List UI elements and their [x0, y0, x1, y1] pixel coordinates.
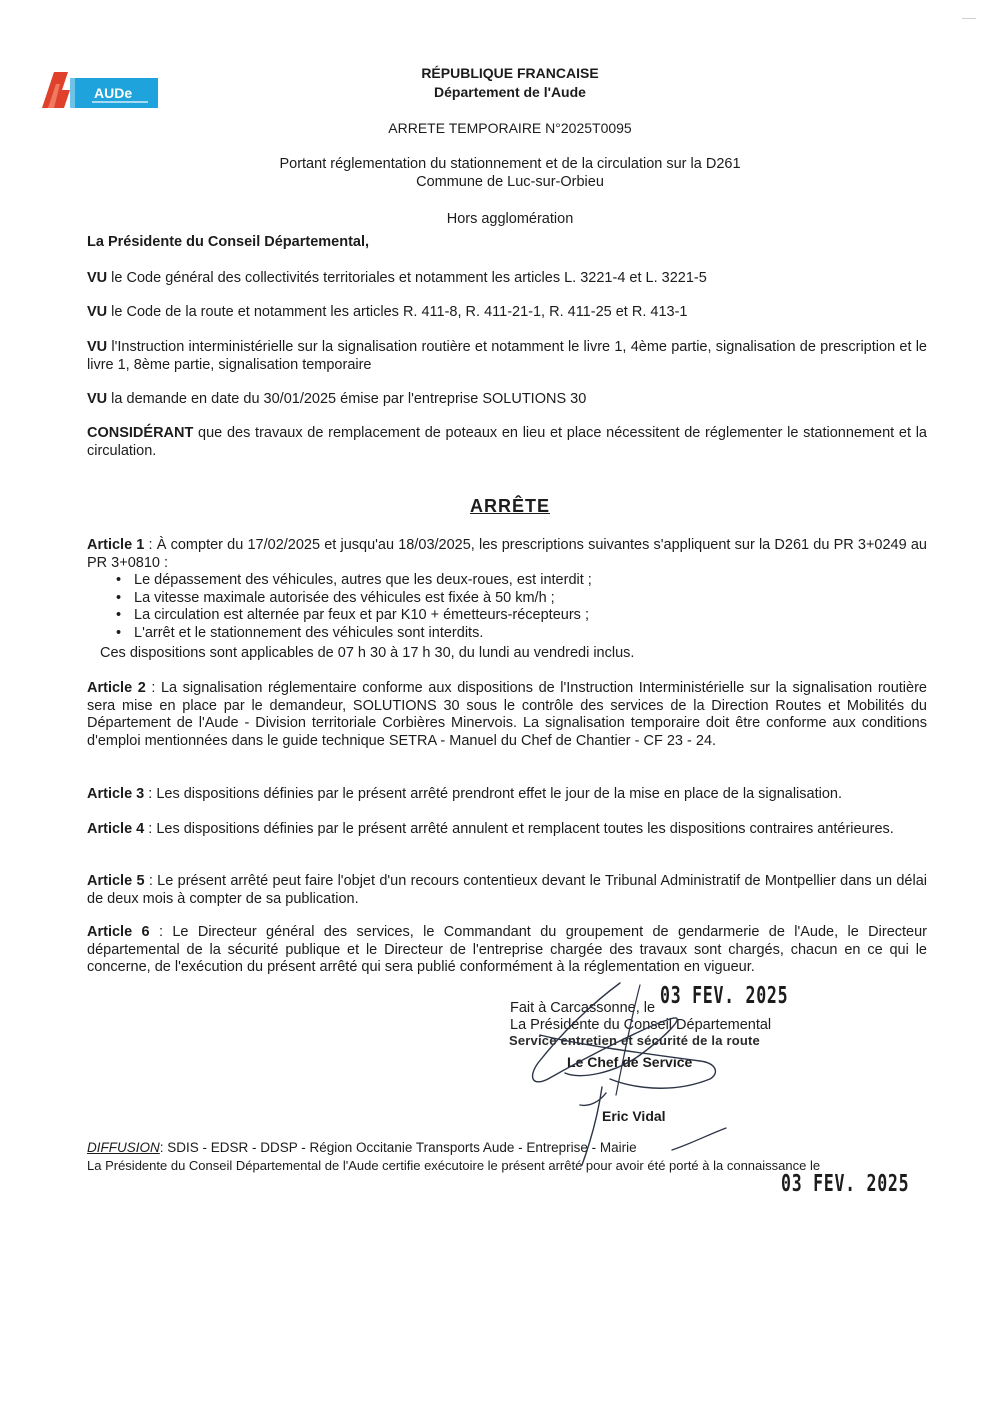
visa-3: VU l'Instruction interministérielle sur la signalisation routière et notamment le livre 1, 4ème partie, signalisation de prescription et le livre 1, 8ème partie, signalisation temporaire: [87, 339, 927, 373]
subject-line-1: Portant réglementation du stationnement et de la circulation sur la D261: [279, 156, 741, 172]
republic-title: RÉPUBLIQUE FRANCAISE: [421, 65, 599, 81]
subject-line-2: Commune de Luc-sur-Orbieu: [416, 174, 604, 190]
visa-4: VU la demande en date du 30/01/2025 émise par l'entreprise SOLUTIONS 30: [87, 391, 587, 407]
signature-role: La Présidente du Conseil Départemental: [510, 1017, 772, 1033]
list-item: • L'arrêt et le stationnement des véhicules sont interdits.: [116, 625, 916, 643]
article-3: Article 3 : Les dispositions définies par le présent arrêté prendront effet le jour de la mise en place de la signalisation.: [87, 786, 842, 802]
list-item: • La vitesse maximale autorisée des véhicules est fixée à 50 km/h ;: [116, 590, 916, 608]
article-4: Article 4 : Les dispositions définies par le présent arrêté annulent et remplacent toutes les dispositions contraires antérieures.: [87, 821, 894, 837]
prescriptions-list: [116, 572, 916, 642]
considerant: CONSIDÉRANT que des travaux de remplacement de poteaux en lieu et place nécessitent de réglementer le stationnement et la circulation.: [87, 425, 927, 459]
article-2: Article 2 : La signalisation réglementaire conforme aux dispositions de l'Instruction Interministérielle sur la signalisation routière sera mise en place par le demandeur, SOLUTIONS 30 sous le contrôle des services de la Direction Routes et Mobilités du Département de l'Aude - Division territoriale Corbières Minervois. La signalisation temporaire doit être conforme aux conditions d'emploi mentionnées dans le guide technique SETRA - Manuel du Chef de Chantier - CF 23 - 24.: [87, 680, 927, 749]
visa-1: VU le Code général des collectivités territoriales et notamment les articles L. 3221-4 et L. 3221-5: [87, 270, 707, 286]
list-item: • Le dépassement des véhicules, autres que les deux-roues, est interdit ;: [116, 572, 916, 590]
chef-stamp: Le Chef de Service: [567, 1054, 693, 1070]
signature-flourish: [670, 1124, 730, 1154]
service-stamp: Service entretien et sécurité de la route: [509, 1033, 760, 1048]
arrete-title: ARRÊTE: [469, 496, 550, 516]
logo-text: AUDe: [94, 85, 133, 101]
schedule-note: Ces dispositions sont applicables de 07 h 30 à 17 h 30, du lundi au vendredi inclus.: [100, 645, 635, 661]
diffusion-line: DIFFUSION: SDIS - EDSR - DDSP - Région Occitanie Transports Aude - Entreprise - Mairie: [87, 1140, 637, 1155]
arrete-number: ARRETE TEMPORAIRE N°2025T0095: [388, 120, 632, 136]
president-line: La Présidente du Conseil Départemental,: [87, 234, 370, 250]
location-note: Hors agglomération: [446, 211, 574, 227]
visa-2: VU le Code de la route et notamment les articles R. 411-8, R. 411-21-1, R. 411-25 et R. 413-1: [87, 304, 688, 320]
article-6: Article 6 : Le Directeur général des services, le Commandant du groupement de gendarmerie de l'Aude, le Directeur départemental de la sécurité publique et le Directeur de l'entreprise chargée des travaux sont chargés, chacun en ce qui le concerne, de l'exécution du présent arrêté qui sera publié conformément à la réglementation en vigueur.: [87, 924, 927, 975]
date-stamp-signature: 03 FEV. 2025: [660, 983, 789, 1009]
certification-line: La Présidente du Conseil Départemental de l'Aude certifie exécutoire le présent arrêté pour avoir été porté à la connaissance le: [87, 1158, 821, 1173]
list-item: • La circulation est alternée par feux et par K10 + émetteurs-récepteurs ;: [116, 607, 916, 625]
scan-speck: [962, 18, 976, 19]
date-stamp-certification: 03 FEV. 2025: [781, 1171, 910, 1197]
article-5: Article 5 : Le présent arrêté peut faire l'objet d'un recours contentieux devant le Tribunal Administratif de Montpellier dans un délai de deux mois à compter de sa publication.: [87, 873, 927, 907]
signature-place: Fait à Carcassonne, le: [510, 1000, 656, 1016]
signer-name: Eric Vidal: [602, 1108, 666, 1124]
article-1: Article 1 : À compter du 17/02/2025 et jusqu'au 18/03/2025, les prescriptions suivantes s'appliquent sur la D261 du PR 3+0249 au PR 3+0810 :: [87, 537, 927, 571]
department-title: Département de l'Aude: [434, 84, 586, 100]
